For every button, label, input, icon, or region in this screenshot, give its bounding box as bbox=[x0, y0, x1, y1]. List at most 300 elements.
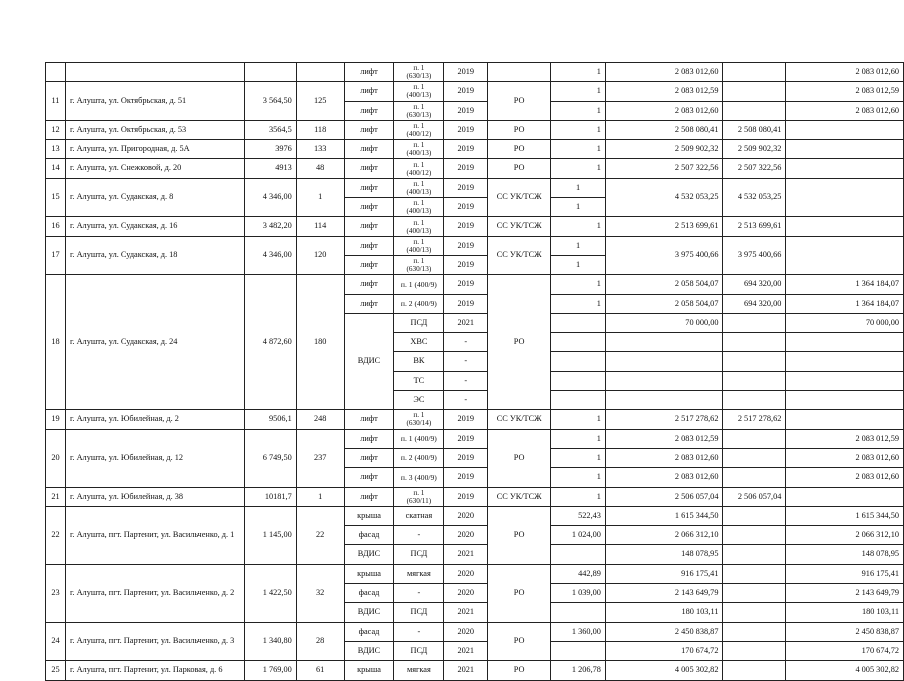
residents-cell: 48 bbox=[296, 159, 344, 178]
residents-cell: 248 bbox=[296, 410, 344, 429]
element-cell: п. 1 (400/13) bbox=[394, 82, 444, 101]
method-cell: РО bbox=[488, 429, 551, 487]
fund-cell: 2 083 012,59 bbox=[786, 82, 904, 101]
method-cell: СС УК/ТСЖ bbox=[488, 410, 551, 429]
fund-cell: 1 364 184,07 bbox=[786, 294, 904, 313]
contribution-cell bbox=[723, 526, 786, 545]
system-cell: лифт bbox=[344, 487, 394, 506]
fund-cell: 2 450 838,87 bbox=[786, 622, 904, 641]
table-row bbox=[46, 120, 904, 139]
address-cell: г. Алушта, ул. Юбилейная, д. 12 bbox=[65, 429, 244, 487]
contribution-cell bbox=[723, 468, 786, 487]
element-cell: п. 1 (400/9) bbox=[394, 429, 444, 448]
area-cell: 10181,7 bbox=[244, 487, 296, 506]
year-cell: 2021 bbox=[444, 641, 488, 660]
table-row bbox=[46, 63, 904, 82]
quantity-cell: 1 bbox=[551, 255, 606, 274]
year-cell: 2019 bbox=[444, 487, 488, 506]
contribution-cell: 2 517 278,62 bbox=[723, 410, 786, 429]
year-cell: 2019 bbox=[444, 410, 488, 429]
element-cell: п. 3 (400/9) bbox=[394, 468, 444, 487]
element-cell: - bbox=[394, 584, 444, 603]
contribution-cell bbox=[723, 429, 786, 448]
address-cell: г. Алушта, ул. Судакская, д. 18 bbox=[65, 236, 244, 275]
element-cell: - bbox=[394, 526, 444, 545]
system-cell: лифт bbox=[344, 63, 394, 82]
quantity-cell: 522,43 bbox=[551, 506, 606, 525]
contribution-cell bbox=[723, 352, 786, 371]
fund-cell bbox=[786, 333, 904, 352]
residents-cell: 120 bbox=[296, 236, 344, 275]
row-number-cell: 11 bbox=[46, 82, 66, 121]
system-cell: крыша bbox=[344, 661, 394, 680]
cost-cell bbox=[605, 371, 723, 390]
quantity-cell: 1 bbox=[551, 120, 606, 139]
quantity-cell: 1 bbox=[551, 468, 606, 487]
capital-repair-register-table bbox=[45, 62, 904, 681]
cost-cell bbox=[605, 391, 723, 410]
area-cell: 4 346,00 bbox=[244, 236, 296, 275]
system-cell: ВДИС bbox=[344, 313, 394, 409]
residents-cell: 32 bbox=[296, 564, 344, 622]
cost-cell bbox=[605, 352, 723, 371]
row-number-cell: 18 bbox=[46, 275, 66, 410]
year-cell: 2019 bbox=[444, 198, 488, 217]
quantity-cell: 442,89 bbox=[551, 564, 606, 583]
address-cell: г. Алушта, ул. Снежковой, д. 20 bbox=[65, 159, 244, 178]
cost-cell: 2 083 012,60 bbox=[605, 63, 723, 82]
system-cell: лифт bbox=[344, 159, 394, 178]
system-cell: крыша bbox=[344, 506, 394, 525]
system-cell: ВДИС bbox=[344, 603, 394, 622]
year-cell: 2019 bbox=[444, 217, 488, 236]
area-cell: 1 340,80 bbox=[244, 622, 296, 661]
area-cell: 4 872,60 bbox=[244, 275, 296, 410]
residents-cell: 180 bbox=[296, 275, 344, 410]
element-cell: п. 1 (400/12) bbox=[394, 120, 444, 139]
year-cell: 2021 bbox=[444, 603, 488, 622]
row-number-cell: 23 bbox=[46, 564, 66, 622]
table-row bbox=[46, 217, 904, 236]
cost-cell: 2 083 012,60 bbox=[605, 101, 723, 120]
area-cell: 4913 bbox=[244, 159, 296, 178]
quantity-cell bbox=[551, 603, 606, 622]
cost-cell: 2 513 699,61 bbox=[605, 217, 723, 236]
year-cell: 2019 bbox=[444, 101, 488, 120]
year-cell: 2020 bbox=[444, 526, 488, 545]
area-cell: 1 769,00 bbox=[244, 661, 296, 680]
fund-cell: 2 083 012,60 bbox=[786, 468, 904, 487]
element-cell: п. 1 (630/14) bbox=[394, 410, 444, 429]
address-cell: г. Алушта, ул. Октябрьская, д. 53 bbox=[65, 120, 244, 139]
contribution-cell bbox=[723, 584, 786, 603]
element-cell: ПСД bbox=[394, 641, 444, 660]
fund-cell: 916 175,41 bbox=[786, 564, 904, 583]
quantity-cell: 1 bbox=[551, 236, 606, 255]
fund-cell bbox=[786, 371, 904, 390]
residents-cell bbox=[296, 63, 344, 82]
quantity-cell: 1 bbox=[551, 178, 606, 197]
year-cell: 2019 bbox=[444, 468, 488, 487]
fund-cell bbox=[786, 236, 904, 275]
fund-cell: 180 103,11 bbox=[786, 603, 904, 622]
system-cell: лифт bbox=[344, 217, 394, 236]
system-cell: лифт bbox=[344, 82, 394, 101]
year-cell: 2019 bbox=[444, 178, 488, 197]
element-cell: мягкая bbox=[394, 661, 444, 680]
quantity-cell: 1 360,00 bbox=[551, 622, 606, 641]
system-cell: лифт bbox=[344, 140, 394, 159]
quantity-cell: 1 bbox=[551, 198, 606, 217]
row-number-cell: 24 bbox=[46, 622, 66, 661]
table-row bbox=[46, 661, 904, 680]
system-cell: лифт bbox=[344, 294, 394, 313]
contribution-cell bbox=[723, 391, 786, 410]
row-number-cell: 25 bbox=[46, 661, 66, 680]
element-cell: п. 1 (400/13) bbox=[394, 178, 444, 197]
system-cell: фасад bbox=[344, 526, 394, 545]
fund-cell: 2 143 649,79 bbox=[786, 584, 904, 603]
method-cell: СС УК/ТСЖ bbox=[488, 487, 551, 506]
contribution-cell bbox=[723, 641, 786, 660]
method-cell: СС УК/ТСЖ bbox=[488, 217, 551, 236]
fund-cell: 70 000,00 bbox=[786, 313, 904, 332]
method-cell: РО bbox=[488, 622, 551, 661]
method-cell: РО bbox=[488, 661, 551, 680]
residents-cell: 125 bbox=[296, 82, 344, 121]
table-row bbox=[46, 410, 904, 429]
fund-cell bbox=[786, 178, 904, 217]
contribution-cell bbox=[723, 622, 786, 641]
fund-cell bbox=[786, 391, 904, 410]
table-row bbox=[46, 159, 904, 178]
element-cell: ЭС bbox=[394, 391, 444, 410]
table-row bbox=[46, 82, 904, 101]
residents-cell: 61 bbox=[296, 661, 344, 680]
method-cell: РО bbox=[488, 506, 551, 564]
cost-cell: 170 674,72 bbox=[605, 641, 723, 660]
method-cell bbox=[488, 63, 551, 82]
year-cell: 2021 bbox=[444, 545, 488, 564]
row-number-cell: 12 bbox=[46, 120, 66, 139]
residents-cell: 237 bbox=[296, 429, 344, 487]
area-cell: 3564,5 bbox=[244, 120, 296, 139]
element-cell: - bbox=[394, 622, 444, 641]
year-cell: 2019 bbox=[444, 255, 488, 274]
quantity-cell bbox=[551, 333, 606, 352]
row-number-cell: 15 bbox=[46, 178, 66, 217]
quantity-cell bbox=[551, 641, 606, 660]
system-cell: лифт bbox=[344, 101, 394, 120]
quantity-cell: 1 bbox=[551, 275, 606, 294]
method-cell: РО bbox=[488, 564, 551, 622]
address-cell: г. Алушта, ул. Октябрьская, д. 51 bbox=[65, 82, 244, 121]
contribution-cell: 2 513 699,61 bbox=[723, 217, 786, 236]
cost-cell: 2 083 012,60 bbox=[605, 448, 723, 467]
quantity-cell: 1 bbox=[551, 429, 606, 448]
table-row bbox=[46, 564, 904, 583]
year-cell: 2021 bbox=[444, 661, 488, 680]
year-cell: 2019 bbox=[444, 448, 488, 467]
residents-cell: 133 bbox=[296, 140, 344, 159]
contribution-cell: 694 320,00 bbox=[723, 294, 786, 313]
cost-cell: 2 450 838,87 bbox=[605, 622, 723, 641]
table-row bbox=[46, 487, 904, 506]
fund-cell bbox=[786, 352, 904, 371]
element-cell: п. 1 (630/11) bbox=[394, 487, 444, 506]
quantity-cell bbox=[551, 371, 606, 390]
table-row bbox=[46, 622, 904, 641]
row-number-cell: 22 bbox=[46, 506, 66, 564]
cost-cell: 2 066 312,10 bbox=[605, 526, 723, 545]
year-cell: 2020 bbox=[444, 584, 488, 603]
element-cell: п. 1 (400/9) bbox=[394, 275, 444, 294]
contribution-cell bbox=[723, 63, 786, 82]
cost-cell: 2 083 012,59 bbox=[605, 429, 723, 448]
system-cell: ВДИС bbox=[344, 641, 394, 660]
year-cell: - bbox=[444, 352, 488, 371]
system-cell: лифт bbox=[344, 410, 394, 429]
element-cell: п. 1 (400/12) bbox=[394, 159, 444, 178]
cost-cell: 2 058 504,07 bbox=[605, 275, 723, 294]
contribution-cell bbox=[723, 371, 786, 390]
quantity-cell: 1 024,00 bbox=[551, 526, 606, 545]
table-row bbox=[46, 429, 904, 448]
residents-cell: 114 bbox=[296, 217, 344, 236]
quantity-cell: 1 bbox=[551, 294, 606, 313]
year-cell: 2020 bbox=[444, 506, 488, 525]
year-cell: 2019 bbox=[444, 120, 488, 139]
contribution-cell bbox=[723, 101, 786, 120]
year-cell: 2019 bbox=[444, 429, 488, 448]
residents-cell: 1 bbox=[296, 487, 344, 506]
table-row bbox=[46, 506, 904, 525]
fund-cell: 4 005 302,82 bbox=[786, 661, 904, 680]
cost-cell: 70 000,00 bbox=[605, 313, 723, 332]
fund-cell: 2 083 012,59 bbox=[786, 429, 904, 448]
element-cell: ВК bbox=[394, 352, 444, 371]
system-cell: фасад bbox=[344, 584, 394, 603]
residents-cell: 22 bbox=[296, 506, 344, 564]
contribution-cell bbox=[723, 603, 786, 622]
element-cell: ПСД bbox=[394, 603, 444, 622]
contribution-cell: 2 506 057,04 bbox=[723, 487, 786, 506]
cost-cell: 2 507 322,56 bbox=[605, 159, 723, 178]
contribution-cell bbox=[723, 448, 786, 467]
method-cell: РО bbox=[488, 275, 551, 410]
system-cell: лифт bbox=[344, 468, 394, 487]
element-cell: п. 2 (400/9) bbox=[394, 448, 444, 467]
table-row bbox=[46, 275, 904, 294]
year-cell: 2020 bbox=[444, 622, 488, 641]
quantity-cell: 1 bbox=[551, 487, 606, 506]
system-cell: лифт bbox=[344, 198, 394, 217]
element-cell: скатная bbox=[394, 506, 444, 525]
address-cell: г. Алушта, ул. Юбилейная, д. 38 bbox=[65, 487, 244, 506]
row-number-cell: 17 bbox=[46, 236, 66, 275]
row-number-cell: 16 bbox=[46, 217, 66, 236]
residents-cell: 118 bbox=[296, 120, 344, 139]
year-cell: 2020 bbox=[444, 564, 488, 583]
year-cell: 2019 bbox=[444, 275, 488, 294]
contribution-cell: 3 975 400,66 bbox=[723, 236, 786, 275]
year-cell: 2019 bbox=[444, 294, 488, 313]
quantity-cell: 1 206,78 bbox=[551, 661, 606, 680]
contribution-cell bbox=[723, 564, 786, 583]
contribution-cell: 2 509 902,32 bbox=[723, 140, 786, 159]
year-cell: 2019 bbox=[444, 236, 488, 255]
year-cell: - bbox=[444, 333, 488, 352]
area-cell: 6 749,50 bbox=[244, 429, 296, 487]
cost-cell: 2 083 012,60 bbox=[605, 468, 723, 487]
element-cell: ХВС bbox=[394, 333, 444, 352]
element-cell: мягкая bbox=[394, 564, 444, 583]
row-number-cell: 14 bbox=[46, 159, 66, 178]
quantity-cell bbox=[551, 313, 606, 332]
system-cell: лифт bbox=[344, 275, 394, 294]
system-cell: лифт bbox=[344, 448, 394, 467]
row-number-cell: 13 bbox=[46, 140, 66, 159]
area-cell: 3 564,50 bbox=[244, 82, 296, 121]
address-cell: г. Алушта, пгт. Партенит, ул. Васильченко, д. 2 bbox=[65, 564, 244, 622]
quantity-cell: 1 bbox=[551, 82, 606, 101]
method-cell: РО bbox=[488, 140, 551, 159]
contribution-cell bbox=[723, 545, 786, 564]
address-cell: г. Алушта, ул. Судакская, д. 16 bbox=[65, 217, 244, 236]
residents-cell: 1 bbox=[296, 178, 344, 217]
fund-cell bbox=[786, 487, 904, 506]
address-cell: г. Алушта, пгт. Партенит, ул. Парковая, д. 6 bbox=[65, 661, 244, 680]
address-cell: г. Алушта, ул. Судакская, д. 8 bbox=[65, 178, 244, 217]
element-cell: ТС bbox=[394, 371, 444, 390]
element-cell: п. 1 (400/13) bbox=[394, 217, 444, 236]
fund-cell bbox=[786, 140, 904, 159]
cost-cell: 4 005 302,82 bbox=[605, 661, 723, 680]
row-number-cell: 20 bbox=[46, 429, 66, 487]
system-cell: лифт bbox=[344, 236, 394, 255]
element-cell: ПСД bbox=[394, 313, 444, 332]
element-cell: п. 1 (400/13) bbox=[394, 198, 444, 217]
quantity-cell: 1 bbox=[551, 217, 606, 236]
table-row bbox=[46, 236, 904, 255]
address-cell: г. Алушта, пгт. Партенит, ул. Васильченко, д. 3 bbox=[65, 622, 244, 661]
contribution-cell bbox=[723, 506, 786, 525]
fund-cell: 2 083 012,60 bbox=[786, 448, 904, 467]
system-cell: лифт bbox=[344, 429, 394, 448]
cost-cell: 4 532 053,25 bbox=[605, 178, 723, 217]
cost-cell: 2 508 080,41 bbox=[605, 120, 723, 139]
fund-cell: 2 083 012,60 bbox=[786, 63, 904, 82]
row-number-cell: 19 bbox=[46, 410, 66, 429]
area-cell: 9506,1 bbox=[244, 410, 296, 429]
area-cell: 3 482,20 bbox=[244, 217, 296, 236]
element-cell: п. 1 (630/13) bbox=[394, 63, 444, 82]
area-cell bbox=[244, 63, 296, 82]
year-cell: - bbox=[444, 391, 488, 410]
quantity-cell: 1 bbox=[551, 101, 606, 120]
quantity-cell bbox=[551, 545, 606, 564]
quantity-cell: 1 bbox=[551, 159, 606, 178]
year-cell: 2019 bbox=[444, 159, 488, 178]
address-cell: г. Алушта, ул. Судакская, д. 24 bbox=[65, 275, 244, 410]
method-cell: СС УК/ТСЖ bbox=[488, 236, 551, 275]
system-cell: лифт bbox=[344, 120, 394, 139]
quantity-cell: 1 bbox=[551, 448, 606, 467]
fund-cell bbox=[786, 410, 904, 429]
contribution-cell: 2 507 322,56 bbox=[723, 159, 786, 178]
method-cell: РО bbox=[488, 82, 551, 121]
cost-cell bbox=[605, 333, 723, 352]
contribution-cell bbox=[723, 82, 786, 101]
address-cell: г. Алушта, ул. Юбилейная, д. 2 bbox=[65, 410, 244, 429]
cost-cell: 148 078,95 bbox=[605, 545, 723, 564]
contribution-cell bbox=[723, 661, 786, 680]
fund-cell: 170 674,72 bbox=[786, 641, 904, 660]
fund-cell: 1 615 344,50 bbox=[786, 506, 904, 525]
quantity-cell: 1 bbox=[551, 63, 606, 82]
contribution-cell: 694 320,00 bbox=[723, 275, 786, 294]
quantity-cell: 1 bbox=[551, 410, 606, 429]
method-cell: РО bbox=[488, 120, 551, 139]
method-cell: РО bbox=[488, 159, 551, 178]
area-cell: 1 422,50 bbox=[244, 564, 296, 622]
fund-cell bbox=[786, 159, 904, 178]
cost-cell: 2 143 649,79 bbox=[605, 584, 723, 603]
system-cell: фасад bbox=[344, 622, 394, 641]
residents-cell: 28 bbox=[296, 622, 344, 661]
contribution-cell bbox=[723, 313, 786, 332]
fund-cell: 148 078,95 bbox=[786, 545, 904, 564]
cost-cell: 2 517 278,62 bbox=[605, 410, 723, 429]
quantity-cell bbox=[551, 391, 606, 410]
year-cell: 2019 bbox=[444, 140, 488, 159]
table-row bbox=[46, 140, 904, 159]
fund-cell: 2 083 012,60 bbox=[786, 101, 904, 120]
quantity-cell: 1 bbox=[551, 140, 606, 159]
row-number-cell bbox=[46, 63, 66, 82]
table-row bbox=[46, 178, 904, 197]
cost-cell: 2 058 504,07 bbox=[605, 294, 723, 313]
system-cell: лифт bbox=[344, 255, 394, 274]
year-cell: 2021 bbox=[444, 313, 488, 332]
cost-cell: 3 975 400,66 bbox=[605, 236, 723, 275]
element-cell: п. 1 (630/13) bbox=[394, 101, 444, 120]
area-cell: 1 145,00 bbox=[244, 506, 296, 564]
quantity-cell bbox=[551, 352, 606, 371]
cost-cell: 1 615 344,50 bbox=[605, 506, 723, 525]
contribution-cell: 4 532 053,25 bbox=[723, 178, 786, 217]
fund-cell: 1 364 184,07 bbox=[786, 275, 904, 294]
cost-cell: 2 506 057,04 bbox=[605, 487, 723, 506]
element-cell: п. 1 (400/13) bbox=[394, 236, 444, 255]
year-cell: - bbox=[444, 371, 488, 390]
system-cell: крыша bbox=[344, 564, 394, 583]
system-cell: ВДИС bbox=[344, 545, 394, 564]
method-cell: СС УК/ТСЖ bbox=[488, 178, 551, 217]
quantity-cell: 1 039,00 bbox=[551, 584, 606, 603]
element-cell: п. 1 (400/13) bbox=[394, 140, 444, 159]
cost-cell: 916 175,41 bbox=[605, 564, 723, 583]
year-cell: 2019 bbox=[444, 82, 488, 101]
address-cell: г. Алушта, пгт. Партенит, ул. Васильченко, д. 1 bbox=[65, 506, 244, 564]
element-cell: ПСД bbox=[394, 545, 444, 564]
system-cell: лифт bbox=[344, 178, 394, 197]
area-cell: 4 346,00 bbox=[244, 178, 296, 217]
fund-cell bbox=[786, 120, 904, 139]
year-cell: 2019 bbox=[444, 63, 488, 82]
fund-cell: 2 066 312,10 bbox=[786, 526, 904, 545]
row-number-cell: 21 bbox=[46, 487, 66, 506]
